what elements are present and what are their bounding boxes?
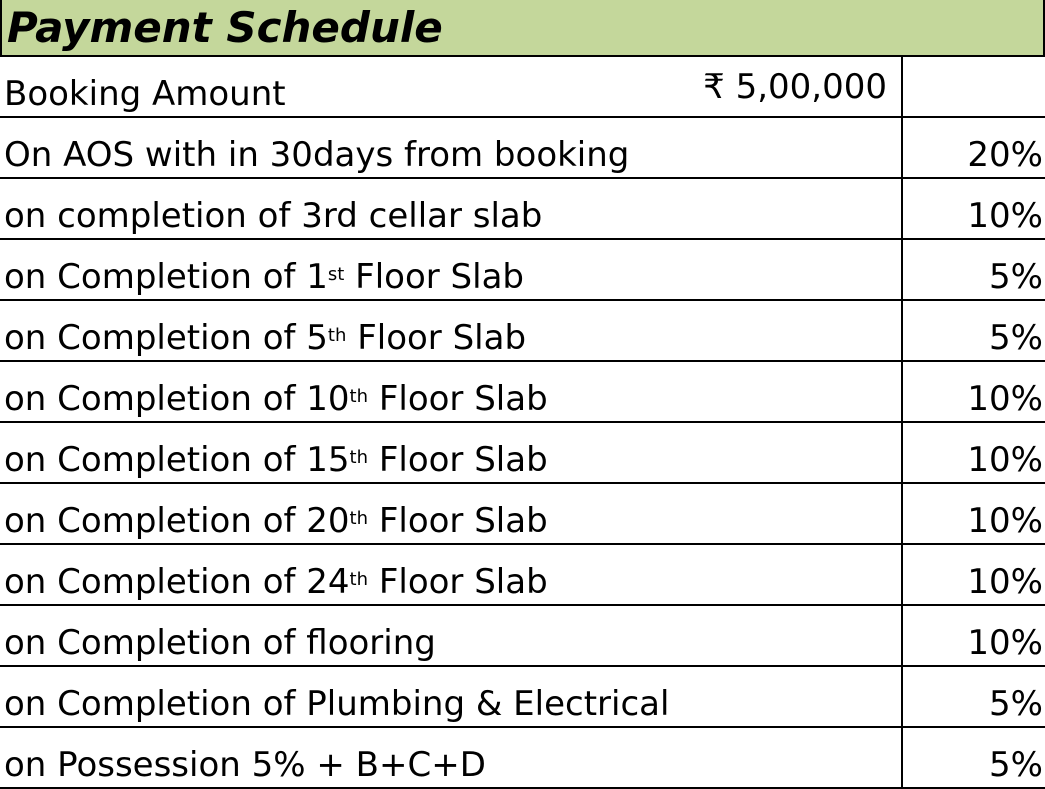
- row-label-cell: [0, 239, 902, 300]
- table-row: [0, 300, 1045, 361]
- table-row: [0, 544, 1045, 605]
- row-label-post: Floor Slab: [368, 379, 548, 419]
- ordinal-suffix: th: [349, 386, 369, 407]
- table-row: [0, 666, 1045, 727]
- table-row: [0, 117, 1045, 178]
- row-label-pre: on Completion of 10: [4, 379, 350, 419]
- row-label-cell: [0, 727, 902, 788]
- row-label: on Completion of Plumbing & Electrical: [4, 684, 670, 724]
- row-label-post: Floor Slab: [368, 440, 548, 480]
- row-label-cell: [0, 544, 902, 605]
- booking-amount-value: ₹ 5,00,000: [703, 67, 887, 107]
- table-row: [0, 361, 1045, 422]
- table-row: [0, 727, 1045, 788]
- title-bar: [0, 0, 1045, 57]
- row-percent: 5%: [902, 239, 1045, 300]
- row-label: on Completion of flooring: [4, 623, 436, 663]
- row-percent: 5%: [902, 666, 1045, 727]
- table-row: [0, 239, 1045, 300]
- row-percent: 5%: [902, 727, 1045, 788]
- row-percent: 10%: [902, 178, 1045, 239]
- row-label-post: Floor Slab: [346, 318, 527, 358]
- row-label-cell: [0, 117, 902, 178]
- row-label-cell: [0, 57, 902, 117]
- row-label: Booking Amount: [4, 74, 286, 114]
- row-percent: [902, 57, 1045, 117]
- table-row: [0, 605, 1045, 666]
- row-label-cell: [0, 422, 902, 483]
- row-label-cell: [0, 666, 902, 727]
- row-label-cell: [0, 361, 902, 422]
- row-label-pre: on Completion of 15: [4, 440, 350, 480]
- row-label: On AOS with in 30days from booking: [4, 135, 630, 175]
- row-label-cell: [0, 300, 902, 361]
- ordinal-suffix: st: [327, 264, 345, 285]
- row-label-cell: [0, 605, 902, 666]
- row-label-cell: [0, 178, 902, 239]
- row-label-cell: [0, 483, 902, 544]
- row-percent: 10%: [902, 544, 1045, 605]
- payment-schedule-table: [0, 57, 1045, 789]
- page-title: Payment Schedule: [7, 3, 443, 52]
- row-percent: 10%: [902, 605, 1045, 666]
- ordinal-suffix: th: [349, 508, 369, 529]
- table-row: [0, 483, 1045, 544]
- row-label-pre: on Completion of 24: [4, 562, 350, 602]
- row-label: on Possession 5% + B+C+D: [4, 745, 486, 785]
- row-percent: 10%: [902, 483, 1045, 544]
- ordinal-suffix: th: [349, 447, 369, 468]
- row-percent: 10%: [902, 361, 1045, 422]
- row-percent: 5%: [902, 300, 1045, 361]
- row-label-post: Floor Slab: [344, 257, 525, 297]
- row-label-post: Floor Slab: [368, 562, 548, 602]
- ordinal-suffix: th: [349, 569, 369, 590]
- row-label-pre: on Completion of 1: [4, 257, 328, 297]
- table-row: [0, 422, 1045, 483]
- row-label-pre: on Completion of 5: [4, 318, 328, 358]
- row-percent: 10%: [902, 422, 1045, 483]
- row-label-post: Floor Slab: [368, 501, 548, 541]
- row-label: on completion of 3rd cellar slab: [4, 196, 543, 236]
- ordinal-suffix: th: [327, 325, 347, 346]
- table-row: [0, 178, 1045, 239]
- table-row: [0, 57, 1045, 117]
- row-percent: 20%: [902, 117, 1045, 178]
- row-label-pre: on Completion of 20: [4, 501, 350, 541]
